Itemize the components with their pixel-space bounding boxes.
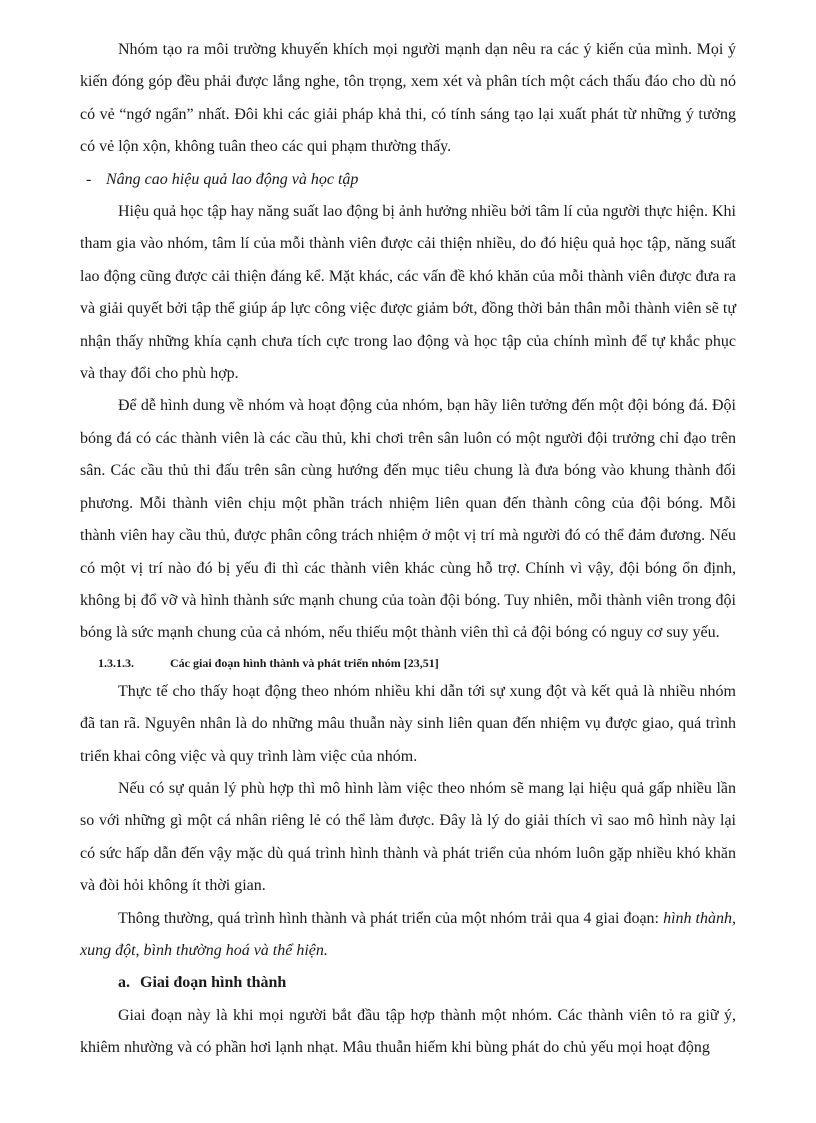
subheading-forming-stage xyxy=(80,967,736,999)
paragraph-management: Nếu có sự quản lý phù hợp thì mô hình làm việc theo nhóm sẽ mang lại hiệu quả gấp nhiều lần so với những gì một cá nhân riêng lẻ có thể làm được. Đây là lý do giải thích vì sao mô hình này lại có sức hấp dẫn đến vậy mặc dù quá trình hình thành và phát triển của nhóm luôn gặp nhiều khó khăn và đòi hỏi không ít thời gian. xyxy=(80,779,736,895)
paragraph-football-team: Để dễ hình dung về nhóm và hoạt động của nhóm, bạn hãy liên tưởng đến một đội bóng đá. Đội bóng đá có các thành viên là các cầu thủ, khi chơi trên sân luôn có một người đội trưởng chỉ đạo trên sân. Các cầu thủ thi đấu trên sân cùng hướng đến mục tiêu chung là đưa bóng vào khung thành đối phương. Mỗi thành viên chịu một phần trách nhiệm liên quan đến thành công của đội bóng. Mỗi thành viên hay cầu thủ, được phân công trách nhiệm ở một vị trí mà người đó có thể đảm đương. Nếu có một vị trí nào đó bị yếu đi thì các thành viên khác cùng hỗ trợ. Chính vì vậy, đội bóng ổn định, không bị đổ vỡ và hình thành sức mạnh chung của toàn đội bóng. Tuy nhiên, mỗi thành viên trong đội bóng là sức mạnh chung của cả nhóm, nếu thiếu một thành viên thì cả đội bóng có nguy cơ suy yếu. xyxy=(80,397,736,642)
bullet-item-efficiency xyxy=(80,164,736,196)
paragraph-forming-stage: Giai đoạn này là khi mọi người bắt đầu tập hợp thành một nhóm. Các thành viên tỏ ra giữ ý, khiêm nhường và có phần hơi lạnh nhạt. Mâu thuẫn hiếm khi bùng phát do chủ yếu mọi hoạt động xyxy=(80,1006,736,1057)
subheading-letter: a. xyxy=(118,974,130,992)
paragraph-efficiency: Hiệu quả học tập hay năng suất lao động bị ảnh hưởng nhiều bởi tâm lí của người thực hiện. Khi tham gia vào nhóm, tâm lí của mỗi thành viên được cải thiện nhiều, do đó hiệu quả học tập, năng suất lao động cũng được cải thiện đáng kể. Mặt khác, các vấn đề khó khăn của mỗi thành viên được đưa ra và giải quyết bởi tập thể giúp áp lực công việc được giảm bớt, đồng thời bản thân mỗi thành viên sẽ tự nhận thấy những khía cạnh chưa tích cực trong lao động và học tập của chính mình để tự khắc phục và thay đổi cho phù hợp. xyxy=(80,203,736,383)
paragraph-four-stages-text: Thông thường, quá trình hình thành và phát triển của một nhóm trải qua 4 giai đoạn: xyxy=(118,909,664,927)
subheading-title: Giai đoạn hình thành xyxy=(140,974,287,992)
section-number: 1.3.1.3. xyxy=(98,655,134,670)
paragraph-group-opinions: Nhóm tạo ra môi trường khuyến khích mọi người mạnh dạn nêu ra các ý kiến của mình. Mọi ý kiến đóng góp đều phải được lắng nghe, tôn trọng, xem xét và phân tích một cách thấu đáo cho dù nó có vẻ “ngớ ngẩn” nhất. Đôi khi các giải pháp khả thi, có tính sáng tạo lại xuất phát từ những ý tưởng có vẻ lộn xộn, không tuân theo các qui phạm thường thấy. xyxy=(80,41,736,156)
paragraph-four-stages xyxy=(80,903,736,968)
bullet-item-text: Nâng cao hiệu quả lao động và học tập xyxy=(106,170,359,188)
document-page xyxy=(80,34,736,1065)
paragraph-four-stages-italic: hình thành, xung đột, bình thường hoá và thể hiện. xyxy=(80,909,737,959)
section-title: Các giai đoạn hình thành và phát triển nhóm [23,51] xyxy=(170,655,439,670)
bullet-dash: - xyxy=(86,170,92,188)
section-heading xyxy=(80,650,736,676)
paragraph-conflict: Thực tế cho thấy hoạt động theo nhóm nhiều khi dẫn tới sự xung đột và kết quả là nhiều nhóm đã tan rã. Nguyên nhân là do những mâu thuẫn này sinh liên quan đến nhiệm vụ được giao, quá trình triển khai công việc và quy trình làm việc của nhóm. xyxy=(80,682,736,765)
